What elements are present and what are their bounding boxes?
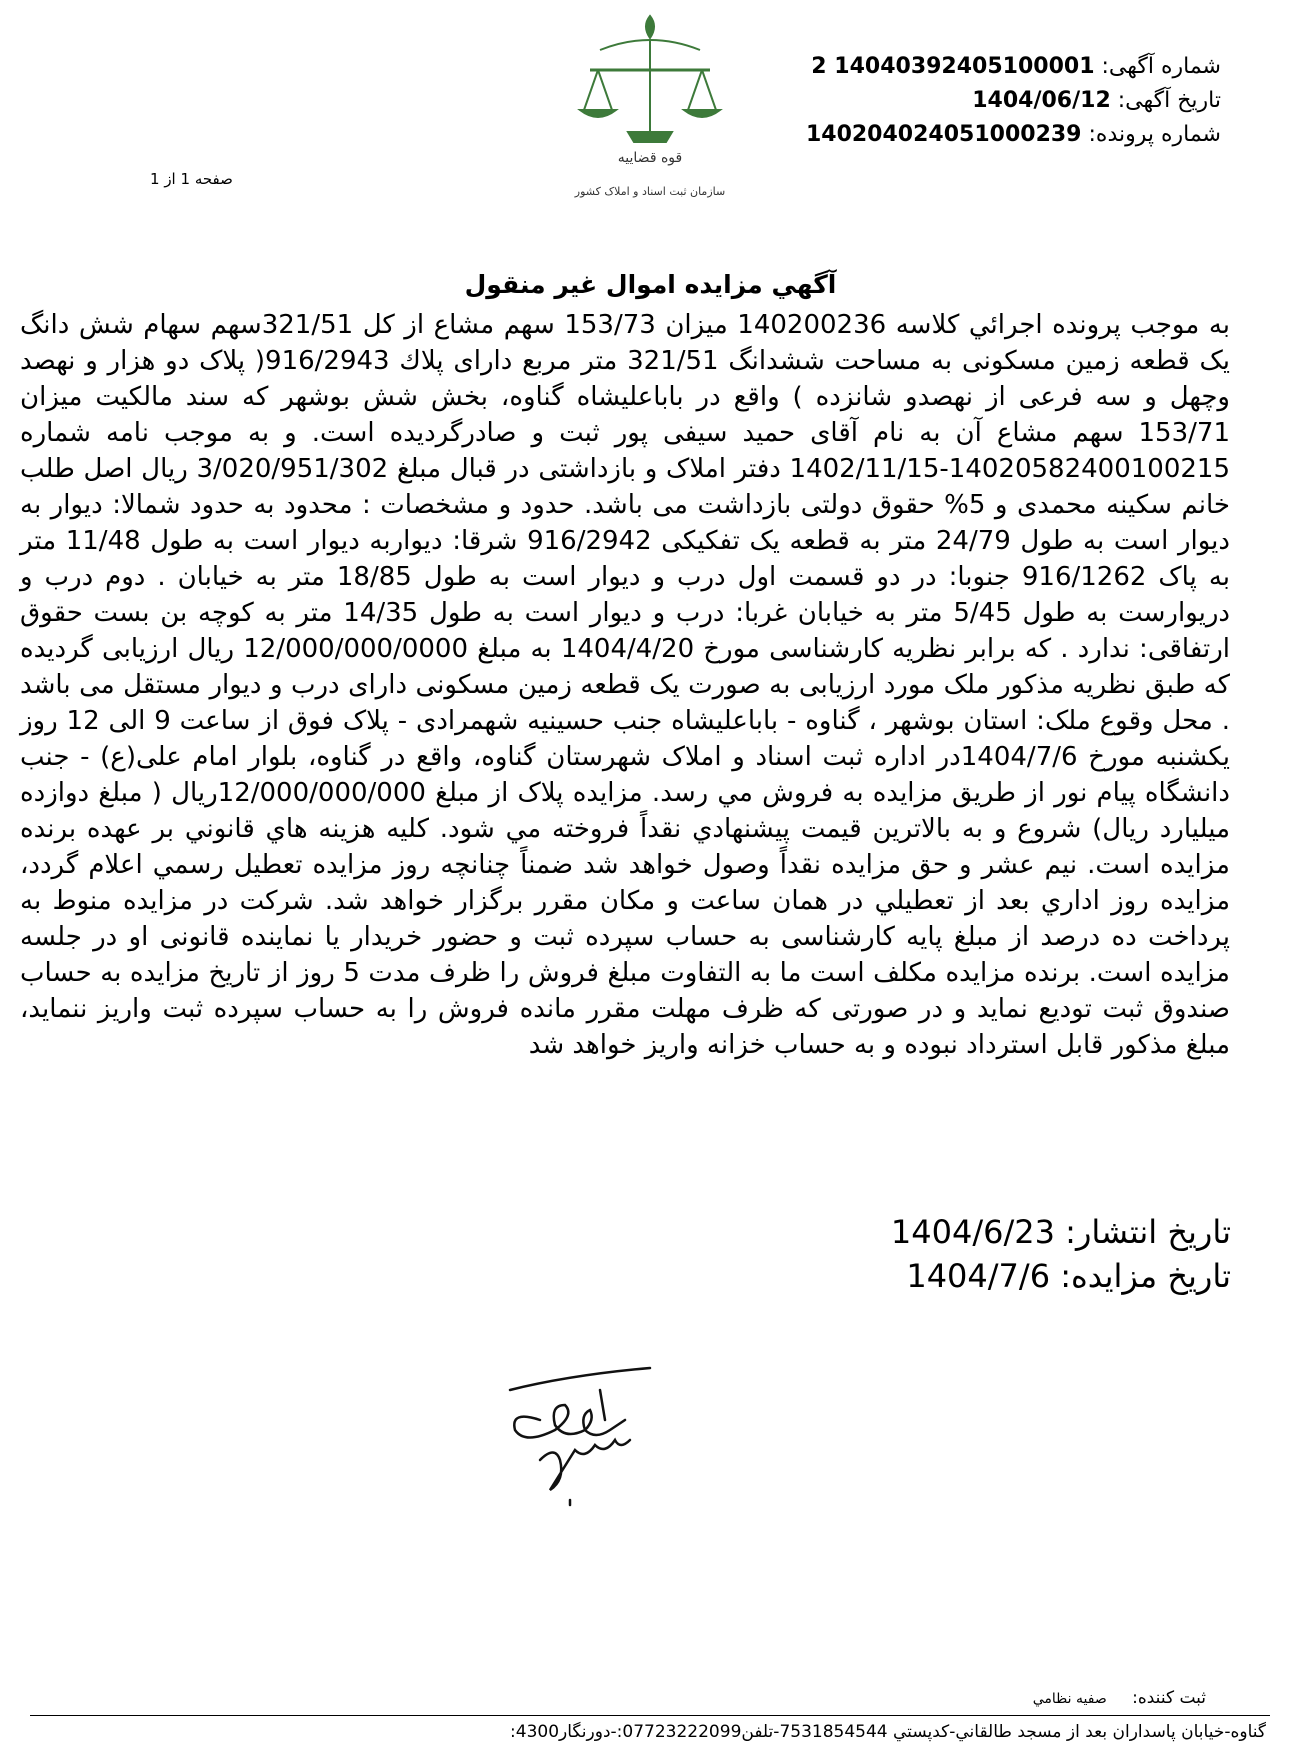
- notice-date-line: [801, 84, 1221, 118]
- emblem-org-text: قوه قضاییه: [617, 150, 683, 166]
- notice-body: [20, 307, 1230, 1063]
- notice-number: 14040392405100001 2: [811, 54, 1095, 79]
- case-number-label: شماره پرونده:: [1088, 122, 1221, 147]
- notice-meta: [801, 50, 1221, 152]
- case-number-line: [801, 118, 1221, 152]
- registrar-label: ثبت كننده:: [1132, 1688, 1206, 1708]
- footer-address: گناوه-خيابان پاسداران بعد از مسجد طالقاني-كدپستي 7531854544-تلفن07723222099:-دورنگار4300:: [510, 1722, 1266, 1742]
- auction-date: 1404/7/6: [906, 1257, 1051, 1295]
- signature-icon: [480, 1350, 700, 1520]
- registrar: [1033, 1688, 1206, 1708]
- emblem-sub-text: سازمان ثبت اسناد و املاک کشور: [574, 185, 726, 198]
- auction-date-line: [891, 1254, 1231, 1298]
- notice-number-label: شماره آگهی:: [1101, 54, 1221, 79]
- notice-dates: [891, 1210, 1231, 1298]
- auction-date-label: تاریخ مزایده:: [1060, 1257, 1231, 1295]
- publish-date-line: [891, 1210, 1231, 1254]
- footer-divider: [30, 1715, 1270, 1716]
- case-number: 140204024051000239: [805, 122, 1082, 147]
- registrar-name: صفيه نظامي: [1032, 1691, 1107, 1707]
- publish-date: 1404/6/23: [890, 1213, 1055, 1251]
- notice-date: 1404/06/12: [972, 88, 1111, 113]
- notice-body-text: به موجب پرونده اجرائي كلاسه 140200236 ميزان 153/73 سهم مشاع از كل 321/51سهم سهام شش دانگ یک قطعه زمین مسکونی به مساحت ششدانگ 321/51 متر مربع دارای پلاك 916/2943( پلاک دو هزار و نهصد وچهل و سه فرعی از نهصدو شانزده ) واقع در باباعلیشاه گناوه، بخش شش بوشهر که سند مالکیت میزان 153/71 سهم مشاع آن به نام آقای حمید سیفی پور ثبت و صادرگردیده است. و به موجب نامه شماره 14020582400100215-1402/11/15 دفتر املاک و بازداشتی در قبال مبلغ 3/020/951/302 ریال اصل طلب خانم سکینه محمدی و 5% حقوق دولتی بازداشت می باشد. حدود و مشخصات : محدود به حدود شمالا: دیوار به دیوار است به طول 24/79 متر به قطعه یک تفکیکی 916/2942 شرقا: دیواربه دیوار است به طول 11/48 متر به پاک 916/1262 جنوبا: در دو قسمت اول درب و دیوار است به طول 18/85 متر به خیابان . دوم درب و دریوارست به طول 5/45 متر به خیابان غربا: درب و دیوار است به طول 14/35 متر به کوچه بن بست حقوق ارتفاقی: ندارد . که برابر نظریه کارشناسی مورخ 1404/4/20 به مبلغ 12/000/000/0000 ریال ارزیابی گردیده که طبق نظریه مذکور ملک مورد ارزیابی به صورت یک قطعه زمین مسکونی دارای درب و دیوار مستقل می باشد . محل وقوع ملک: استان بوشهر ، گناوه - باباعلیشاه جنب حسینیه شهمرادی - پلاک فوق از ساعت 9 الی 12 روز یکشنبه مورخ 1404/7/6در اداره ثبت اسناد و املاک شهرستان گناوه، واقع در گناوه، بلوار امام علی(ع) - جنب دانشگاه پیام نور از طريق مزايده به فروش مي رسد. مزایده پلاک از مبلغ 12/000/000/000ریال ( مبلغ دوازده میلیارد ریال) شروع و به بالاترين قيمت پيشنهادي نقداً فروخته مي شود. كليه هزينه هاي قانوني بر عهده برنده مزايده است. نيم عشر و حق مزايده نقداً وصول خواهد شد ضمناً چنانچه روز مزايده تعطيل رسمي اعلام گردد، مزايده روز اداري بعد از تعطيلي در همان ساعت و مكان مقرر برگزار خواهد شد. شرکت در مزایده منوط به پرداخت ده درصد از مبلغ پایه کارشناسی به حساب سپرده ثبت و حضور خریدار یا نماینده قانونی او در جلسه مزایده است. برنده مزایده مکلف است ما به التفاوت مبلغ فروش را ظرف مدت 5 روز از تاریخ مزایده به حساب صندوق ثبت تودیع نماید و در صورتی که ظرف مهلت مقرر مانده فروش را به حساب سپرده ثبت واریز ننماید، مبلغ مذکور قابل استرداد نبوده و به حساب خزانه واریز خواهد شد: [20, 310, 1231, 1060]
- publish-date-label: تاریخ انتشار:: [1065, 1213, 1231, 1251]
- document-title: آگهي مزايده اموال غير منقول: [464, 270, 837, 299]
- page-number: صفحه 1 از 1: [150, 170, 233, 188]
- judiciary-emblem-icon: [570, 10, 730, 220]
- notice-number-line: [801, 50, 1221, 84]
- notice-date-label: تاریخ آگهی:: [1117, 88, 1221, 113]
